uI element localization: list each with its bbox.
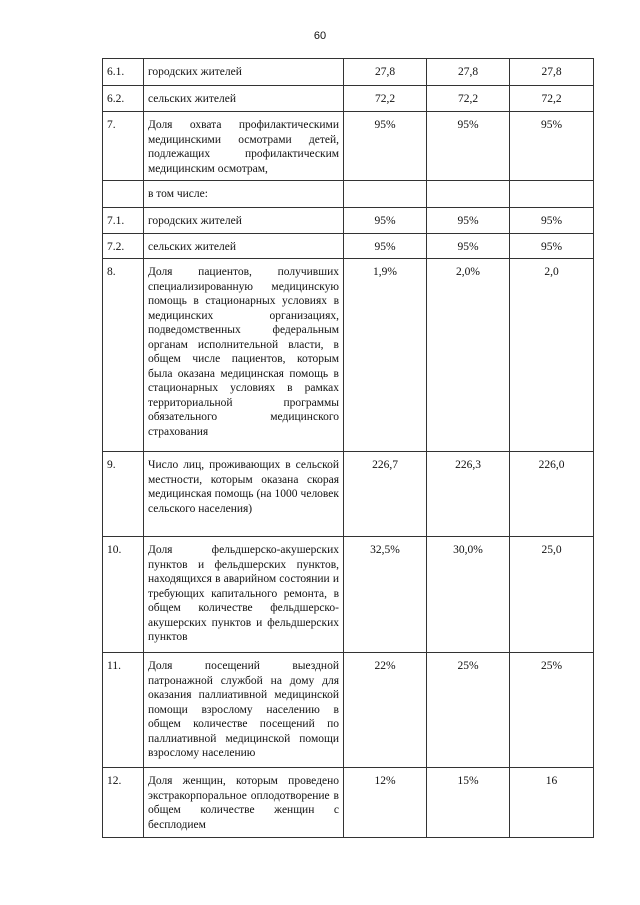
value-year-2: 15% bbox=[427, 768, 510, 838]
row-number: 6.2. bbox=[103, 86, 144, 112]
value-year-1 bbox=[344, 181, 427, 208]
value-year-1: 32,5% bbox=[344, 537, 427, 653]
value-year-2: 226,3 bbox=[427, 452, 510, 537]
value-year-1: 1,9% bbox=[344, 259, 427, 452]
value-year-3: 72,2 bbox=[510, 86, 594, 112]
indicator-name: в том числе: bbox=[144, 181, 344, 208]
value-year-1: 22% bbox=[344, 653, 427, 768]
table-row bbox=[103, 208, 594, 234]
row-number: 8. bbox=[103, 259, 144, 452]
value-year-2: 95% bbox=[427, 112, 510, 181]
value-year-3 bbox=[510, 181, 594, 208]
page-number: 60 bbox=[313, 30, 327, 42]
indicator-name: сельских жителей bbox=[144, 86, 344, 112]
indicator-name: Доля охвата профилактическими медицинскими осмотрами детей, подлежащих профилактическим медицинским осмотрам, bbox=[144, 112, 344, 181]
value-year-1: 27,8 bbox=[344, 59, 427, 86]
value-year-3: 25% bbox=[510, 653, 594, 768]
value-year-2 bbox=[427, 181, 510, 208]
value-year-3: 25,0 bbox=[510, 537, 594, 653]
table-row bbox=[103, 537, 594, 653]
value-year-3: 16 bbox=[510, 768, 594, 838]
value-year-3: 95% bbox=[510, 233, 594, 259]
value-year-3: 95% bbox=[510, 112, 594, 181]
row-number: 6.1. bbox=[103, 59, 144, 86]
indicator-name: сельских жителей bbox=[144, 233, 344, 259]
value-year-2: 72,2 bbox=[427, 86, 510, 112]
row-number: 7. bbox=[103, 112, 144, 181]
table-row bbox=[103, 259, 594, 452]
value-year-3: 27,8 bbox=[510, 59, 594, 86]
value-year-1: 72,2 bbox=[344, 86, 427, 112]
value-year-2: 30,0% bbox=[427, 537, 510, 653]
value-year-3: 95% bbox=[510, 208, 594, 234]
indicator-name: Доля женщин, которым проведено экстракорпоральное оплодотворение в общем количестве женщин с бесплодием bbox=[144, 768, 344, 838]
table-row bbox=[103, 59, 594, 86]
indicator-name: городских жителей bbox=[144, 59, 344, 86]
value-year-3: 226,0 bbox=[510, 452, 594, 537]
value-year-2: 25% bbox=[427, 653, 510, 768]
row-number bbox=[103, 181, 144, 208]
row-number: 11. bbox=[103, 653, 144, 768]
value-year-2: 95% bbox=[427, 233, 510, 259]
table-row bbox=[103, 112, 594, 181]
row-number: 7.2. bbox=[103, 233, 144, 259]
indicator-name: Доля фельдшерско-акушерских пунктов и фельдшерских пунктов, находящихся в аварийном состоянии и требующих капитального ремонта, в общем количестве фельдшерско-акушерских пунктов и фельдшерских пунктов bbox=[144, 537, 344, 653]
row-number: 9. bbox=[103, 452, 144, 537]
indicator-name: Доля пациентов, получивших специализированную медицинскую помощь в стационарных условиях в медицинских организациях, подведомственных федеральным органам исполнительной власти, в общем числе пациентов, которым была оказана медицинская помощь в стационарных условиях в рамках территориальной программы обязательного медицинского страхования bbox=[144, 259, 344, 452]
table-row bbox=[103, 181, 594, 208]
value-year-1: 226,7 bbox=[344, 452, 427, 537]
indicator-name: городских жителей bbox=[144, 208, 344, 234]
table-row bbox=[103, 233, 594, 259]
value-year-1: 95% bbox=[344, 208, 427, 234]
table-row bbox=[103, 86, 594, 112]
value-year-2: 2,0% bbox=[427, 259, 510, 452]
value-year-1: 95% bbox=[344, 233, 427, 259]
indicators-table-body bbox=[103, 59, 594, 838]
table-row bbox=[103, 768, 594, 838]
row-number: 7.1. bbox=[103, 208, 144, 234]
indicator-name: Доля посещений выездной патронажной службой на дому для оказания паллиативной медицинской помощи взрослому населению в общем количестве посещений по паллиативной медицинской помощи взрослому населению bbox=[144, 653, 344, 768]
value-year-2: 95% bbox=[427, 208, 510, 234]
table-row bbox=[103, 452, 594, 537]
table-row bbox=[103, 653, 594, 768]
indicator-name: Число лиц, проживающих в сельской местности, которым оказана скорая медицинская помощь (на 1000 человек сельского населения) bbox=[144, 452, 344, 537]
row-number: 10. bbox=[103, 537, 144, 653]
indicators-table bbox=[102, 58, 594, 838]
value-year-1: 95% bbox=[344, 112, 427, 181]
row-number: 12. bbox=[103, 768, 144, 838]
value-year-3: 2,0 bbox=[510, 259, 594, 452]
value-year-2: 27,8 bbox=[427, 59, 510, 86]
value-year-1: 12% bbox=[344, 768, 427, 838]
